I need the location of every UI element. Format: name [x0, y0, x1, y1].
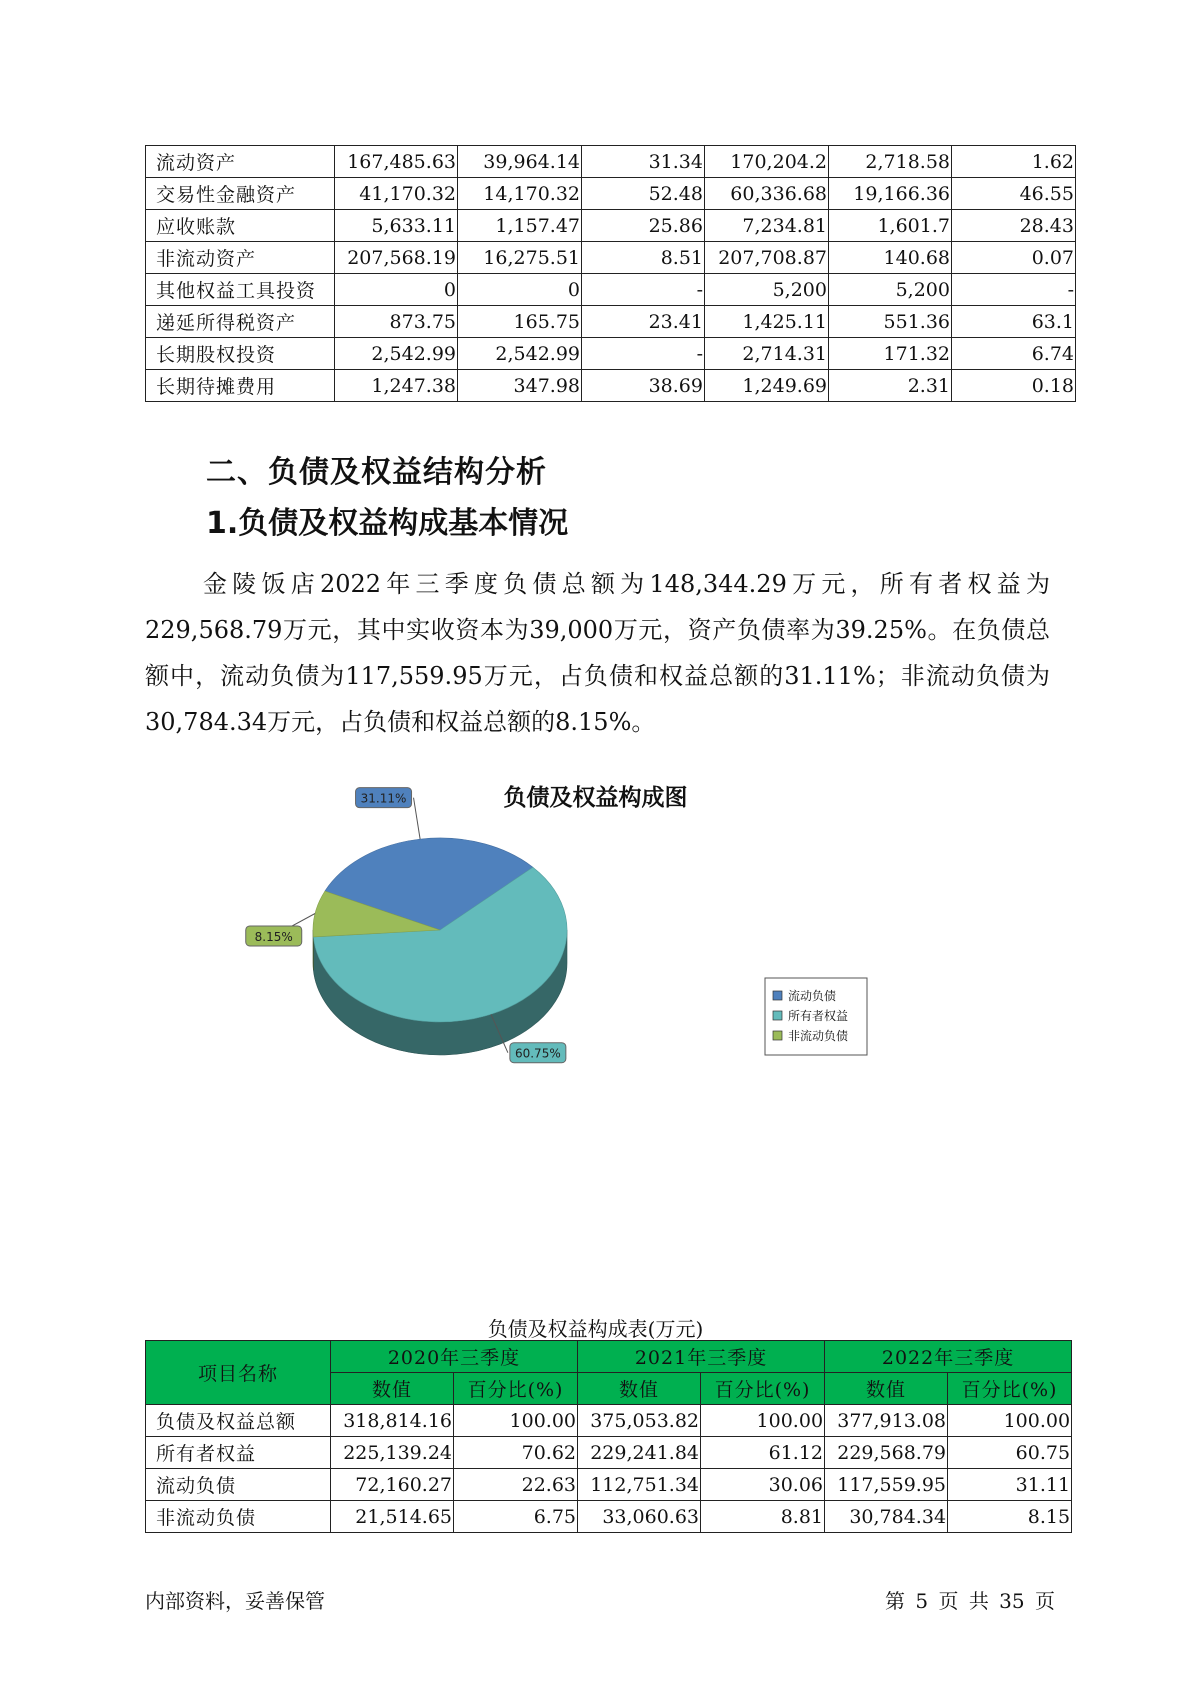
header-period-2022: 2022年三季度 [825, 1341, 1072, 1373]
table-cell: 140.68 [829, 242, 952, 274]
table-cell: 60,336.68 [705, 178, 829, 210]
chart-title: 负债及权益构成图 [503, 785, 688, 811]
table-cell: 31.11 [948, 1469, 1072, 1501]
table-cell: 61.12 [701, 1437, 825, 1469]
table-row [146, 274, 1076, 306]
legend-label: 流动负债 [788, 989, 837, 1003]
table-row [146, 146, 1076, 178]
table-cell: 0 [335, 274, 458, 306]
table-cell: 0 [458, 274, 582, 306]
table-row [146, 210, 1076, 242]
section-subheading: 1.负债及权益构成基本情况 [206, 506, 569, 541]
table-cell: 60.75 [948, 1437, 1072, 1469]
table-row [146, 1469, 1072, 1501]
header-percent: 百分比(%) [948, 1373, 1072, 1405]
data-label: 31.11% [360, 791, 407, 806]
table-cell: 375,053.82 [578, 1405, 701, 1437]
table-cell: 1,601.7 [829, 210, 952, 242]
asset-table [145, 145, 1076, 402]
row-label: 长期待摊费用 [146, 370, 335, 402]
table-row [146, 338, 1076, 370]
table-row [146, 1437, 1072, 1469]
row-label: 长期股权投资 [146, 338, 335, 370]
table-cell: 8.51 [582, 242, 705, 274]
table-cell: 318,814.16 [331, 1405, 454, 1437]
table-cell: 23.41 [582, 306, 705, 338]
header-value: 数值 [331, 1373, 454, 1405]
table-cell: 100.00 [454, 1405, 578, 1437]
legend-swatch [773, 1031, 782, 1040]
row-label: 流动负债 [146, 1469, 331, 1501]
analysis-paragraph [145, 561, 1050, 745]
data-label: 60.75% [514, 1046, 561, 1061]
row-label: 流动资产 [146, 146, 335, 178]
table-cell: 100.00 [948, 1405, 1072, 1437]
row-label: 非流动负债 [146, 1501, 331, 1533]
table-cell: 2.31 [829, 370, 952, 402]
table-cell: 112,751.34 [578, 1469, 701, 1501]
table-row [146, 1501, 1072, 1533]
header-item-name: 项目名称 [146, 1341, 331, 1405]
table-cell: 0.07 [952, 242, 1076, 274]
table-row [146, 370, 1076, 402]
table-cell: 41,170.32 [335, 178, 458, 210]
table-cell: 21,514.65 [331, 1501, 454, 1533]
table-cell: 6.75 [454, 1501, 578, 1533]
table-cell: 6.74 [952, 338, 1076, 370]
table-cell: 2,718.58 [829, 146, 952, 178]
table-row [146, 242, 1076, 274]
table-cell: 28.43 [952, 210, 1076, 242]
table-cell: 225,139.24 [331, 1437, 454, 1469]
paragraph-first-line: 金陵饭店2022年三季度负债总额为148,344.29万元，所有者权益为 [203, 570, 1050, 598]
footer-page-number: 第 5 页 共 35 页 [885, 1589, 1055, 1613]
chart-legend [765, 978, 867, 1055]
table-cell: 39,964.14 [458, 146, 582, 178]
table-cell: 46.55 [952, 178, 1076, 210]
table-caption: 负债及权益构成表(万元) [487, 1317, 704, 1341]
section-heading: 二、负债及权益结构分析 [206, 455, 547, 490]
table-cell: - [582, 274, 705, 306]
table-row [146, 178, 1076, 210]
table-cell: 72,160.27 [331, 1469, 454, 1501]
table-cell: 38.69 [582, 370, 705, 402]
table-cell: 873.75 [335, 306, 458, 338]
footer-confidential-note: 内部资料，妥善保管 [145, 1589, 325, 1613]
header-value: 数值 [825, 1373, 948, 1405]
table-cell: 551.36 [829, 306, 952, 338]
table-cell: 100.00 [701, 1405, 825, 1437]
table-cell: 7,234.81 [705, 210, 829, 242]
row-label: 所有者权益 [146, 1437, 331, 1469]
table-cell: 14,170.32 [458, 178, 582, 210]
table-row [146, 306, 1076, 338]
table-cell: 347.98 [458, 370, 582, 402]
row-label: 负债及权益总额 [146, 1405, 331, 1437]
table-cell: 1,157.47 [458, 210, 582, 242]
table-cell: 1,249.69 [705, 370, 829, 402]
legend-label: 非流动负债 [788, 1029, 849, 1043]
table-cell: - [952, 274, 1076, 306]
table-cell: 8.81 [701, 1501, 825, 1533]
row-label: 非流动资产 [146, 242, 335, 274]
table-cell: 33,060.63 [578, 1501, 701, 1533]
table-row [146, 1405, 1072, 1437]
table-cell: 25.86 [582, 210, 705, 242]
data-label: 8.15% [254, 929, 293, 944]
paragraph-rest: 229,568.79万元，其中实收资本为39,000万元，资产负债率为39.25%。在负债总额中，流动负债为117,559.95万元，占负债和权益总额的31.11%；非流动负债为30,784.34万元，占负债和权益总额的8.15%。 [145, 616, 1050, 736]
table-cell: 167,485.63 [335, 146, 458, 178]
table-cell: 19,166.36 [829, 178, 952, 210]
header-period-2020: 2020年三季度 [331, 1341, 578, 1373]
table-cell: 5,200 [705, 274, 829, 306]
row-label: 其他权益工具投资 [146, 274, 335, 306]
table-cell: 1,247.38 [335, 370, 458, 402]
table-cell: 63.1 [952, 306, 1076, 338]
table-cell: 70.62 [454, 1437, 578, 1469]
legend-label: 所有者权益 [788, 1009, 849, 1023]
table-cell: 2,542.99 [458, 338, 582, 370]
table-cell: 22.63 [454, 1469, 578, 1501]
table-cell: 2,714.31 [705, 338, 829, 370]
table-cell: 31.34 [582, 146, 705, 178]
table-cell: 229,568.79 [825, 1437, 948, 1469]
legend-swatch [773, 1011, 782, 1020]
table-cell: 171.32 [829, 338, 952, 370]
table-cell: - [582, 338, 705, 370]
table-cell: 377,913.08 [825, 1405, 948, 1437]
liability-table [145, 1340, 1072, 1533]
table-cell: 0.18 [952, 370, 1076, 402]
header-value: 数值 [578, 1373, 701, 1405]
table-cell: 117,559.95 [825, 1469, 948, 1501]
table-cell: 207,568.19 [335, 242, 458, 274]
row-label: 应收账款 [146, 210, 335, 242]
table-cell: 30,784.34 [825, 1501, 948, 1533]
header-period-2021: 2021年三季度 [578, 1341, 825, 1373]
table-cell: 5,200 [829, 274, 952, 306]
table-cell: 207,708.87 [705, 242, 829, 274]
table-cell: 229,241.84 [578, 1437, 701, 1469]
table-cell: 165.75 [458, 306, 582, 338]
table-cell: 52.48 [582, 178, 705, 210]
legend-swatch [773, 991, 782, 1000]
table-cell: 1.62 [952, 146, 1076, 178]
table-cell: 1,425.11 [705, 306, 829, 338]
header-percent: 百分比(%) [454, 1373, 578, 1405]
table-cell: 2,542.99 [335, 338, 458, 370]
table-cell: 170,204.2 [705, 146, 829, 178]
header-percent: 百分比(%) [701, 1373, 825, 1405]
row-label: 递延所得税资产 [146, 306, 335, 338]
table-cell: 16,275.51 [458, 242, 582, 274]
table-cell: 30.06 [701, 1469, 825, 1501]
table-cell: 8.15 [948, 1501, 1072, 1533]
row-label: 交易性金融资产 [146, 178, 335, 210]
table-cell: 5,633.11 [335, 210, 458, 242]
